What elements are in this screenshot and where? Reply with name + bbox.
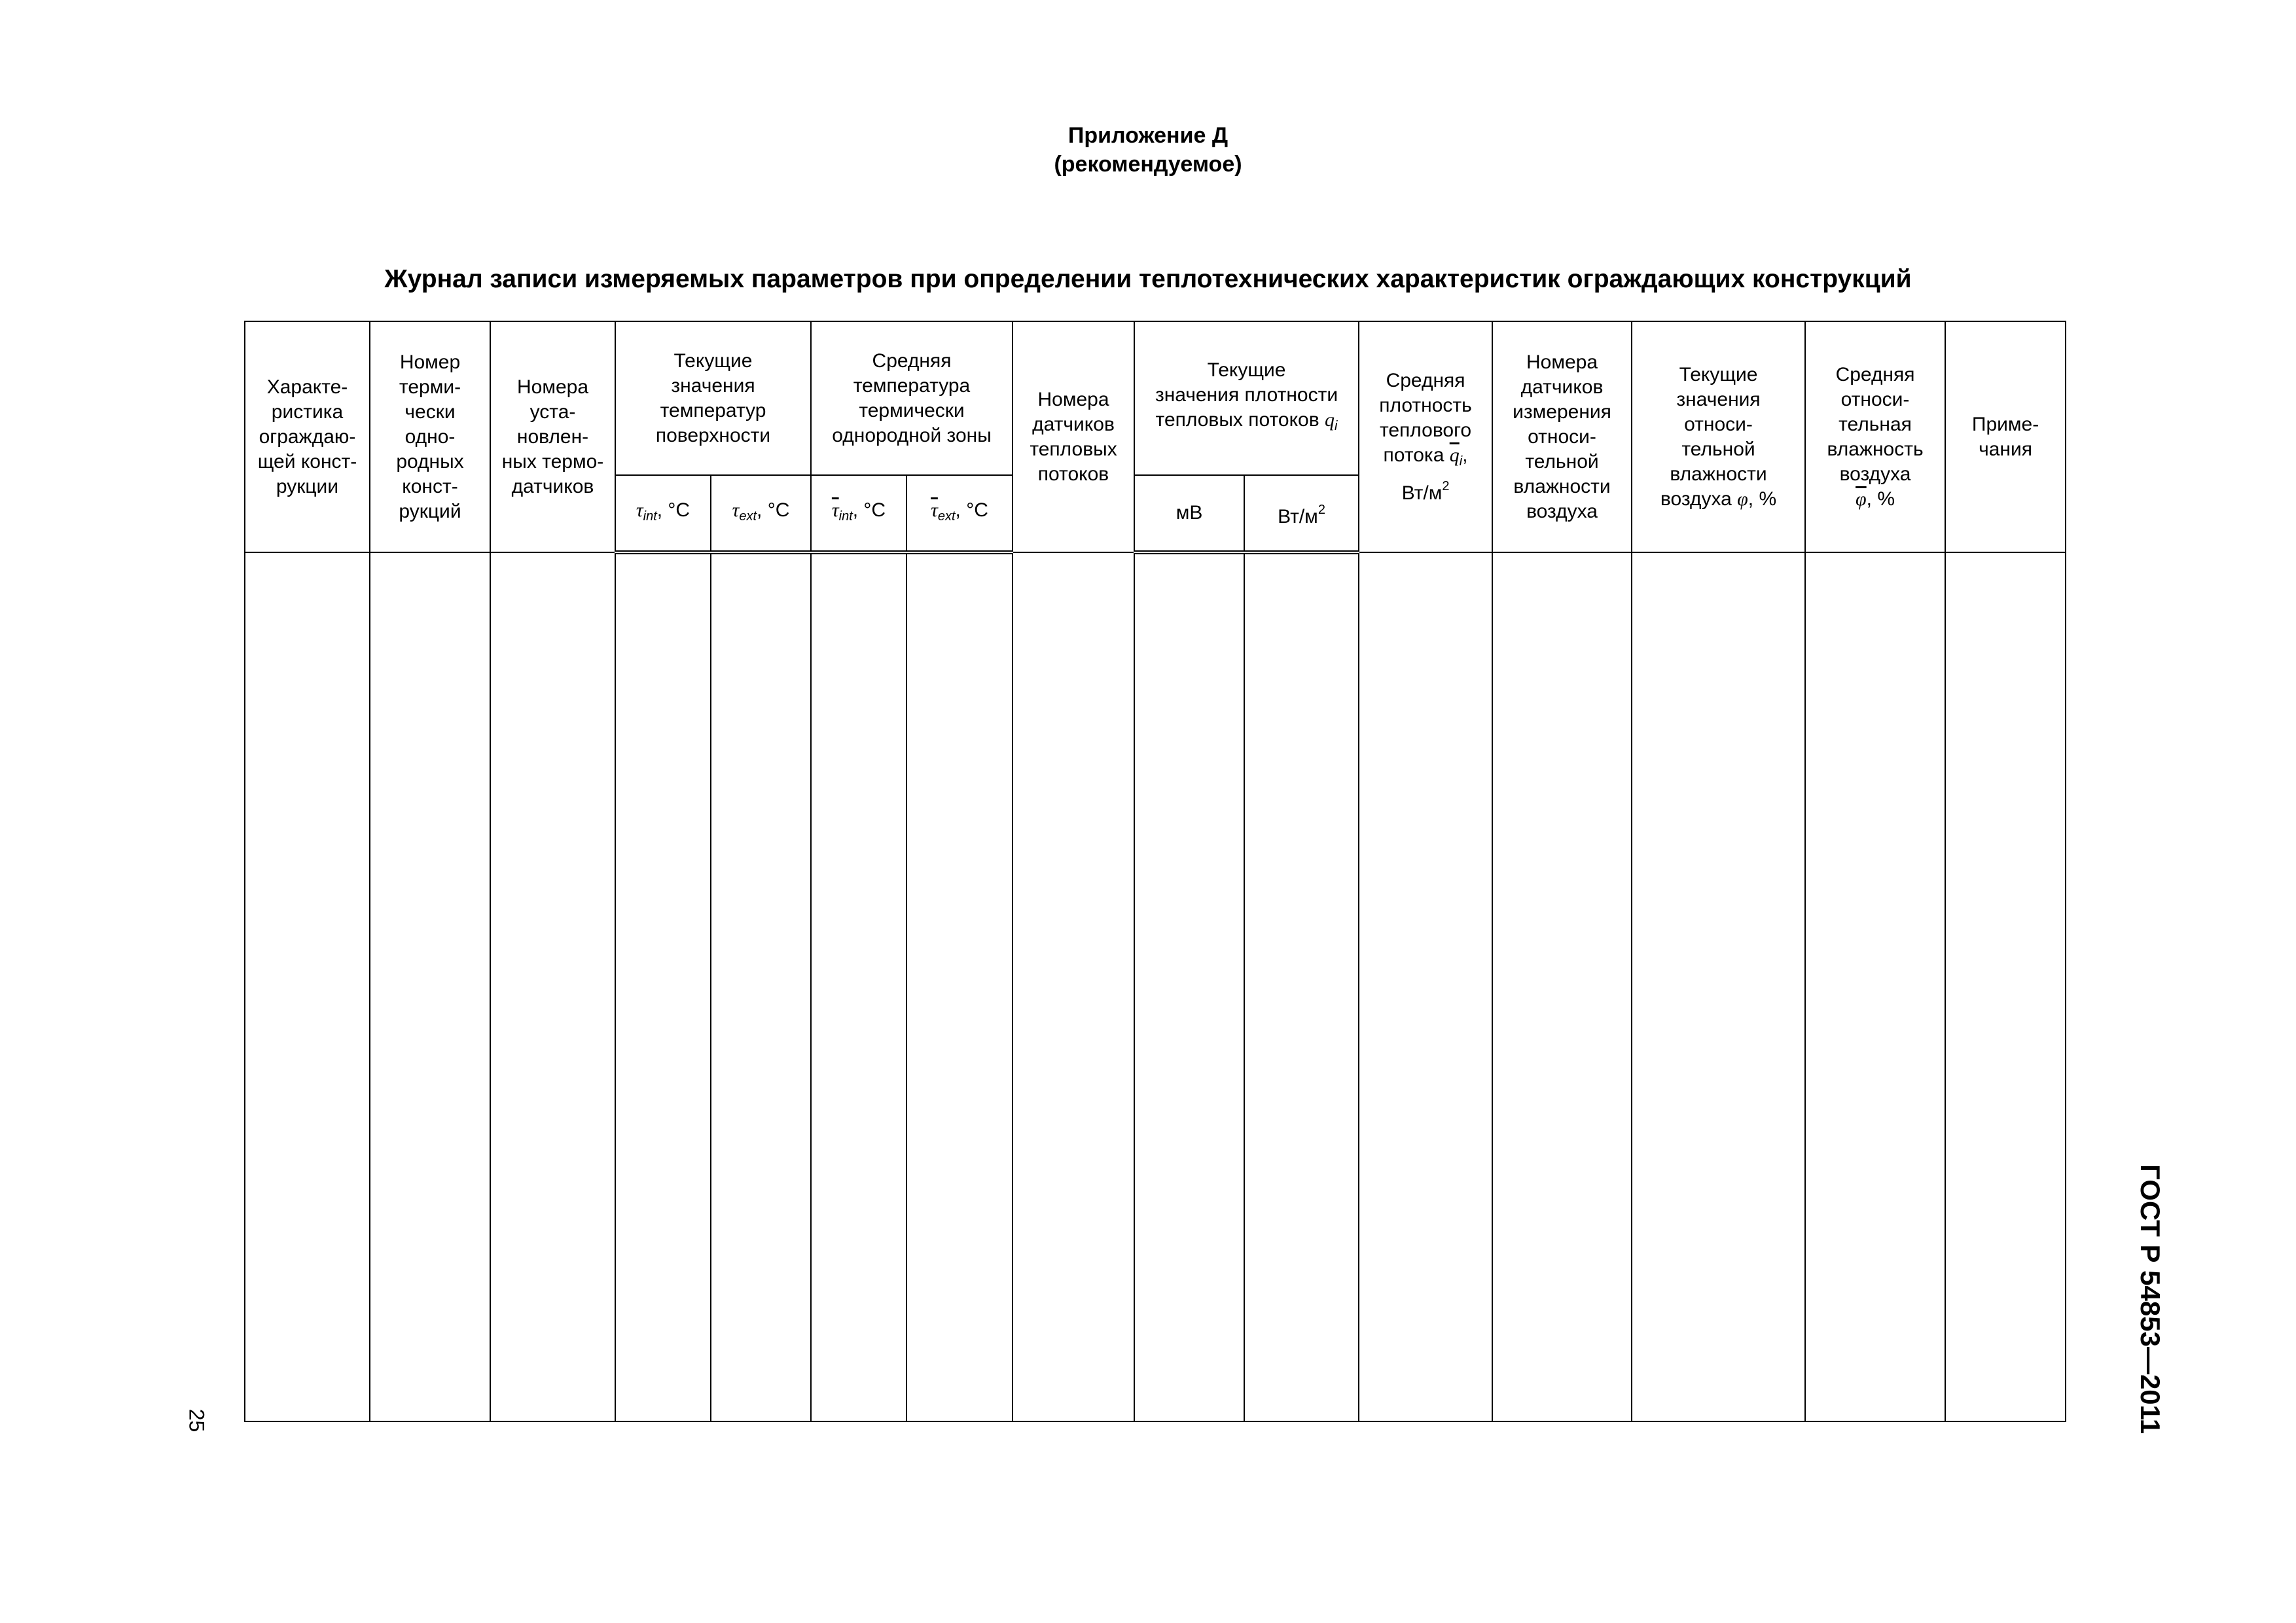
table-cell	[1945, 552, 2066, 1421]
appendix-header	[0, 121, 2296, 179]
phi-mean-symbol: $\overline{\varphi}$	[1856, 488, 1867, 510]
mean-flux-unit: Вт/м	[1401, 482, 1443, 504]
deg-c-unit: , °C	[656, 499, 691, 521]
table-cell	[906, 552, 1013, 1421]
standard-code: ГОСТ Р 54853—2011	[2135, 1164, 2166, 1435]
wm2-sup: 2	[1318, 502, 1325, 517]
tau-mean-symbol: $\overline{\tau}$	[831, 499, 839, 521]
table-cell	[490, 552, 615, 1421]
header-row-top	[245, 321, 2066, 475]
table-cell	[1492, 552, 1632, 1421]
table-cell	[1805, 552, 1945, 1421]
wm2-unit: Вт/м	[1278, 505, 1318, 527]
tau-mean-symbol: $\overline{\tau}$	[931, 499, 938, 521]
table-cell	[1359, 552, 1492, 1421]
col-header-millivolts: мВ	[1134, 475, 1244, 552]
page-number: 25	[185, 1408, 209, 1432]
col-header-tau-ext	[711, 475, 811, 552]
table-cell	[811, 552, 906, 1421]
table-cell	[1244, 552, 1359, 1421]
col-group-surface-temperatures: Текущие значения температур поверхности	[615, 321, 811, 475]
mean-humidity-unit: , %	[1866, 488, 1895, 510]
col-header-characteristic: Характе- ристика ограждаю- щей конст- рукции	[245, 321, 370, 552]
col-group-heat-flux-density	[1134, 321, 1359, 475]
table-cell	[370, 552, 490, 1421]
col-header-current-humidity	[1632, 321, 1805, 552]
mean-flux-unit-sup: 2	[1442, 478, 1450, 493]
col-header-notes: Приме- чания	[1945, 321, 2066, 552]
heat-flux-group-text: Текущие значения плотности тепловых потоков	[1155, 359, 1338, 431]
mean-flux-text: Средняя плотность теплового потока	[1379, 369, 1472, 466]
table-cell	[1013, 552, 1134, 1421]
current-humidity-unit: , %	[1748, 488, 1777, 510]
deg-c-unit: , °C	[852, 499, 886, 521]
col-header-mean-humidity	[1805, 321, 1945, 552]
col-header-thermosensor-numbers: Номера уста- новлен- ных термо- датчиков	[490, 321, 615, 552]
table-cell	[1134, 552, 1244, 1421]
ext-subscript: ext	[937, 508, 956, 524]
table-cell	[1632, 552, 1805, 1421]
table-cell	[615, 552, 711, 1421]
table-cell	[711, 552, 811, 1421]
int-subscript: int	[643, 508, 657, 524]
standard-code-container	[2124, 1158, 2176, 1440]
q-mean-symbol: $\overline{q}$	[1449, 444, 1460, 466]
tau-symbol: τ	[636, 499, 643, 521]
col-header-tau-int-mean	[811, 475, 906, 552]
table-body-row	[245, 552, 2066, 1421]
col-header-tau-ext-mean	[906, 475, 1013, 552]
journal-title: Журнал записи измеряемых параметров при определении теплотехнических характеристик ограждающих конструкций	[384, 265, 1912, 293]
q-symbol: q	[1325, 409, 1335, 431]
deg-c-unit: , °C	[757, 499, 790, 521]
col-header-construction-number: Номер терми- чески одно- родных конст- рукций	[370, 321, 490, 552]
col-header-wm2	[1244, 475, 1359, 552]
col-header-tau-int	[615, 475, 711, 552]
appendix-label: Приложение Д	[1067, 123, 1229, 148]
int-subscript: int	[838, 508, 853, 524]
page-number-container	[177, 1400, 216, 1440]
current-humidity-text: Текущие значения относи- тельной влажности воздуха	[1660, 363, 1767, 510]
q-subscript: i	[1335, 419, 1338, 433]
deg-c-unit: , °C	[955, 499, 988, 521]
phi-symbol: φ	[1737, 488, 1748, 510]
appendix-status: (рекомендуемое)	[1054, 152, 1242, 177]
q-mean-subscript: i	[1459, 454, 1463, 469]
table-cell	[245, 552, 370, 1421]
col-header-mean-flux-density: Средняя плотность теплового потока $\overline{q}_i$, $Вт/м^2$	[1359, 321, 1492, 552]
col-header-flux-sensor-numbers: Номера датчиков тепловых потоков	[1013, 321, 1134, 552]
journal-table	[244, 321, 2066, 1422]
col-header-humidity-sensor-numbers: Номера датчиков измерения относи- тельной влажности воздуха	[1492, 321, 1632, 552]
tau-symbol: τ	[732, 499, 740, 521]
col-group-mean-zone-temperature: Средняя температура термически однородной зоны	[811, 321, 1013, 475]
ext-subscript: ext	[739, 508, 757, 524]
mean-humidity-text: Средняя относи- тельная влажность воздуха	[1827, 363, 1924, 485]
